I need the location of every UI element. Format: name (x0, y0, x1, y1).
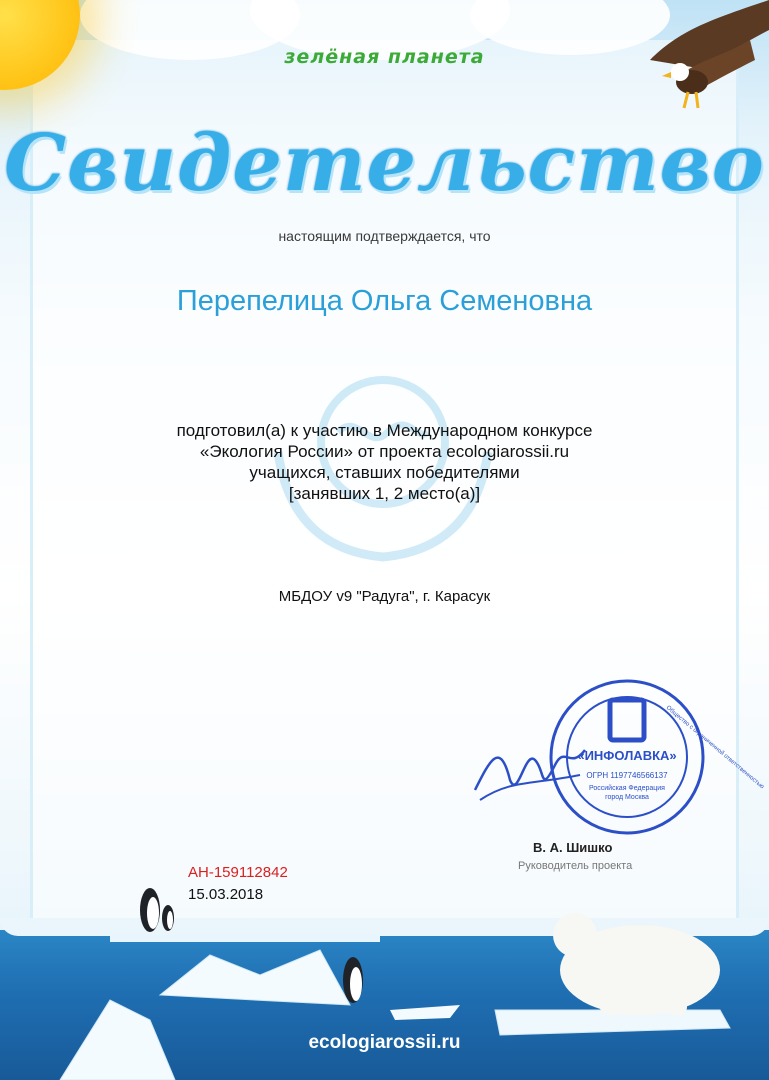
brand-logo: зелёная планета (284, 46, 485, 68)
stamp-ring-text: Общество с ограниченной ответственностью (664, 704, 765, 791)
stamp-seal (548, 678, 765, 836)
stamp-name: «ИНФОЛАВКА» (577, 748, 677, 763)
certificate-date: 15.03.2018 (188, 886, 264, 903)
arctic-scene (0, 910, 769, 1080)
footer-website: ecologiarossii.ru (308, 1032, 461, 1053)
body-line: «Экология России» от проекта ecologiarossii.ru (199, 442, 570, 461)
signer-role: Руководитель проекта (518, 860, 633, 872)
body-line: учащихся, ставших победителями (249, 463, 520, 482)
certificate-body (0, 420, 769, 504)
penguin-icon (343, 957, 363, 1003)
certificate-subtitle: настоящим подтверждается, что (278, 228, 491, 244)
stamp-country: Российская Федерация (589, 785, 665, 792)
certificate-title: Свидетельство (4, 118, 765, 209)
body-line: [занявших 1, 2 место(а)] (288, 484, 481, 503)
recipient-name: Перепелица Ольга Семеновна (176, 285, 593, 317)
stamp-city: город Москва (605, 794, 649, 801)
stamp-ogrn: ОГРН 1197746566137 (586, 771, 668, 780)
signer-name: В. А. Шишко (533, 840, 613, 855)
certificate-code: АН-159112842 (188, 864, 288, 881)
organization-name: МБДОУ v9 "Радуга", г. Карасук (278, 588, 491, 605)
body-line: подготовил(а) к участию в Международном конкурсе (176, 421, 593, 440)
